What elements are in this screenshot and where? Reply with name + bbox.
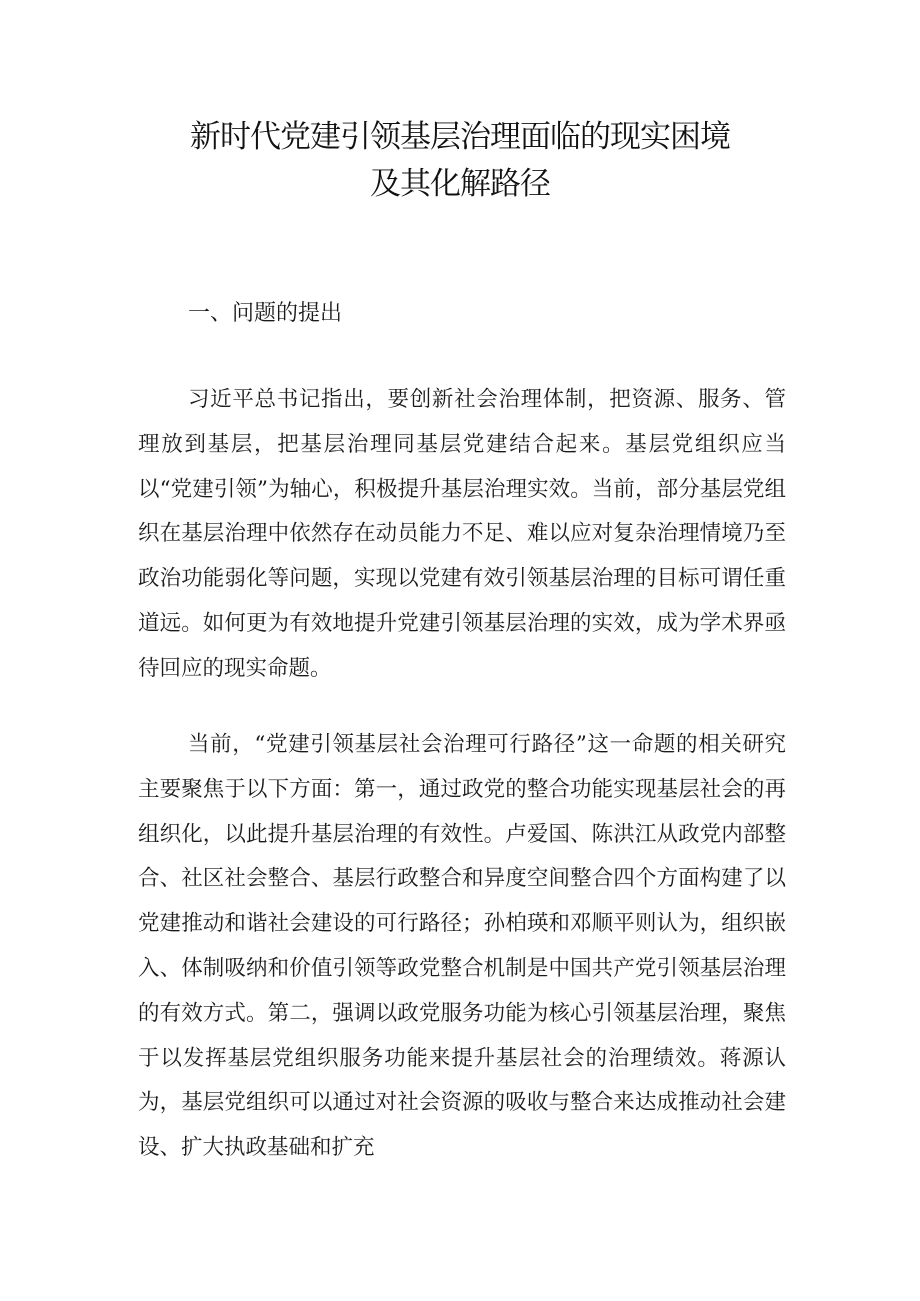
body-paragraph-2: 当前，“党建引领基层社会治理可行路径”这一命题的相关研究主要聚焦于以下方面：第一，通过政党的整合功能实现基层社会的再组织化，以此提升基层治理的有效性。卢爱国、陈洪江从政党内部整合、社区社会整合、基层行政整合和异度空间整合四个方面构建了以党建推动和谐社会建设的可行路径；孙柏瑛和邓顺平则认为，组织嵌入、体制吸纳和价值引领等政党整合机制是中国共产党引领基层治理的有效方式。第二，强调以政党服务功能为核心引领基层治理，聚焦于以发挥基层党组织服务功能来提升基层社会的治理绩效。蒋源认为，基层党组织可以通过对社会资源的吸收与整合来达成推动社会建设、扩大执政基础和扩充 bbox=[138, 732, 786, 1161]
document-title-line-1: 新时代党建引领基层治理面临的现实困境 bbox=[190, 119, 730, 155]
body-paragraph-1: 习近平总书记指出，要创新社会治理体制，把资源、服务、管理放到基层，把基层治理同基层党建结合起来。基层党组织应当以“党建引领”为轴心，积极提升基层治理实效。当前，部分基层党组织在基层治理中依然存在动员能力不足、难以应对复杂治理情境乃至政治功能弱化等问题，实现以党建有效引领基层治理的目标可谓任重道远。如何更为有效地提升党建引领基层治理的实效，成为学术界亟待回应的现实命题。 bbox=[138, 387, 786, 681]
section-heading: 一、问题的提出 bbox=[188, 301, 343, 326]
document-title-line-2: 及其化解路径 bbox=[370, 166, 550, 202]
